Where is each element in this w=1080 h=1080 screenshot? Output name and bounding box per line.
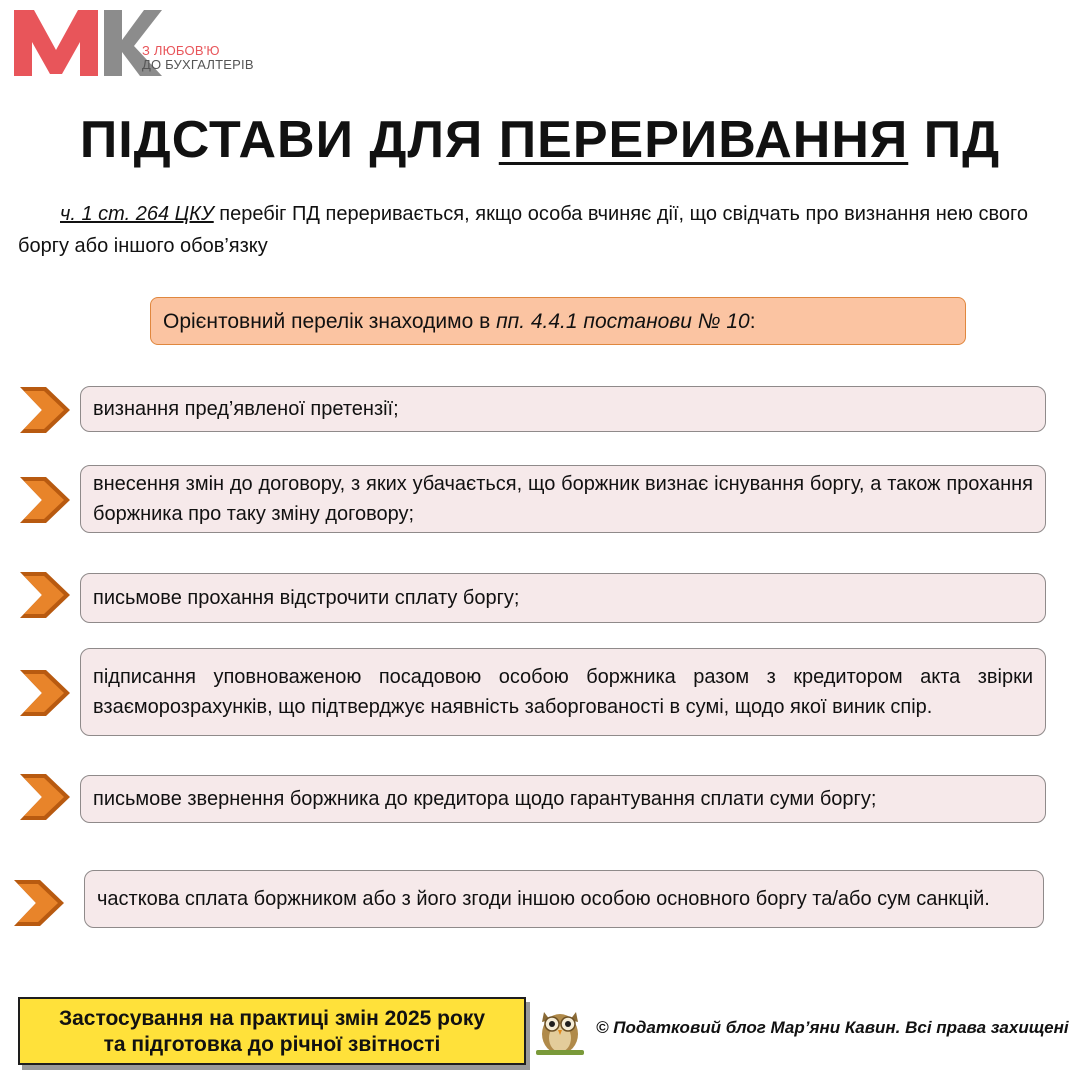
list-item-text: письмове звернення боржника до кредитора щодо гарантування сплати суми боргу;: [93, 788, 877, 810]
list-item-text: підписання уповноваженою посадовою особою боржника разом з кредитором акта звірки взаєморозрахунків, що підтверджує наявність заборгованості в сумі, щодо якої виник спір.: [93, 666, 1033, 718]
title-part-2: ПД: [908, 111, 1001, 169]
list-item-text: часткова сплата боржником або з його згоди іншою особою основного боргу та/або сум санкцій.: [97, 888, 990, 910]
logo-tagline-1: З ЛЮБОВ'Ю: [142, 43, 220, 58]
list-item-text: визнання пред’явленої претензії;: [93, 398, 399, 420]
page-title: [0, 108, 1080, 172]
intro-paragraph: [18, 198, 1058, 262]
title-underlined: ПЕРЕРИВАННЯ: [498, 111, 909, 169]
note-prefix: Орієнтовний перелік знаходимо в: [163, 310, 497, 333]
logo-tagline-2: ДО БУХГАЛТЕРІВ: [142, 57, 254, 72]
banner-line-1: Застосування на практиці змін 2025 року: [58, 1007, 486, 1030]
note-italic: пп. 4.4.1 постанови № 10: [496, 310, 750, 333]
list-item-box: [80, 573, 1046, 623]
chevron-right-icon: [10, 878, 66, 928]
owl-icon: [532, 1000, 588, 1058]
note-box: [150, 297, 966, 345]
list-item-box: [80, 648, 1046, 736]
chevron-right-icon: [16, 772, 72, 822]
legal-reference: ч. 1 ст. 264 ЦКУ: [60, 203, 214, 225]
promo-banner[interactable]: [18, 997, 526, 1065]
chevron-right-icon: [16, 475, 72, 525]
title-part-1: ПІДСТАВИ ДЛЯ: [79, 111, 499, 169]
list-item-box: [80, 465, 1046, 533]
list-item-text: письмове прохання відстрочити сплату боргу;: [93, 587, 520, 609]
chevron-right-icon: [16, 385, 72, 435]
list-item-box: [84, 870, 1044, 928]
list-item-box: [80, 386, 1046, 432]
copyright-text: © Податковий блог Мар’яни Кавин. Всі права захищені: [596, 1018, 1069, 1037]
chevron-right-icon: [16, 668, 72, 718]
list-item-box: [80, 775, 1046, 823]
chevron-right-icon: [16, 570, 72, 620]
intro-text: перебіг ПД переривається, якщо особа вчиняє дії, що свідчать про визнання нею свого боргу або іншого обов’язку: [18, 203, 1028, 257]
list-item-text: внесення змін до договору, з яких убачається, що боржник визнає існування боргу, а також прохання боржника про таку зміну договору;: [93, 473, 1033, 525]
note-suffix: :: [749, 310, 756, 333]
banner-line-2: та підготовка до річної звітності: [103, 1033, 441, 1056]
